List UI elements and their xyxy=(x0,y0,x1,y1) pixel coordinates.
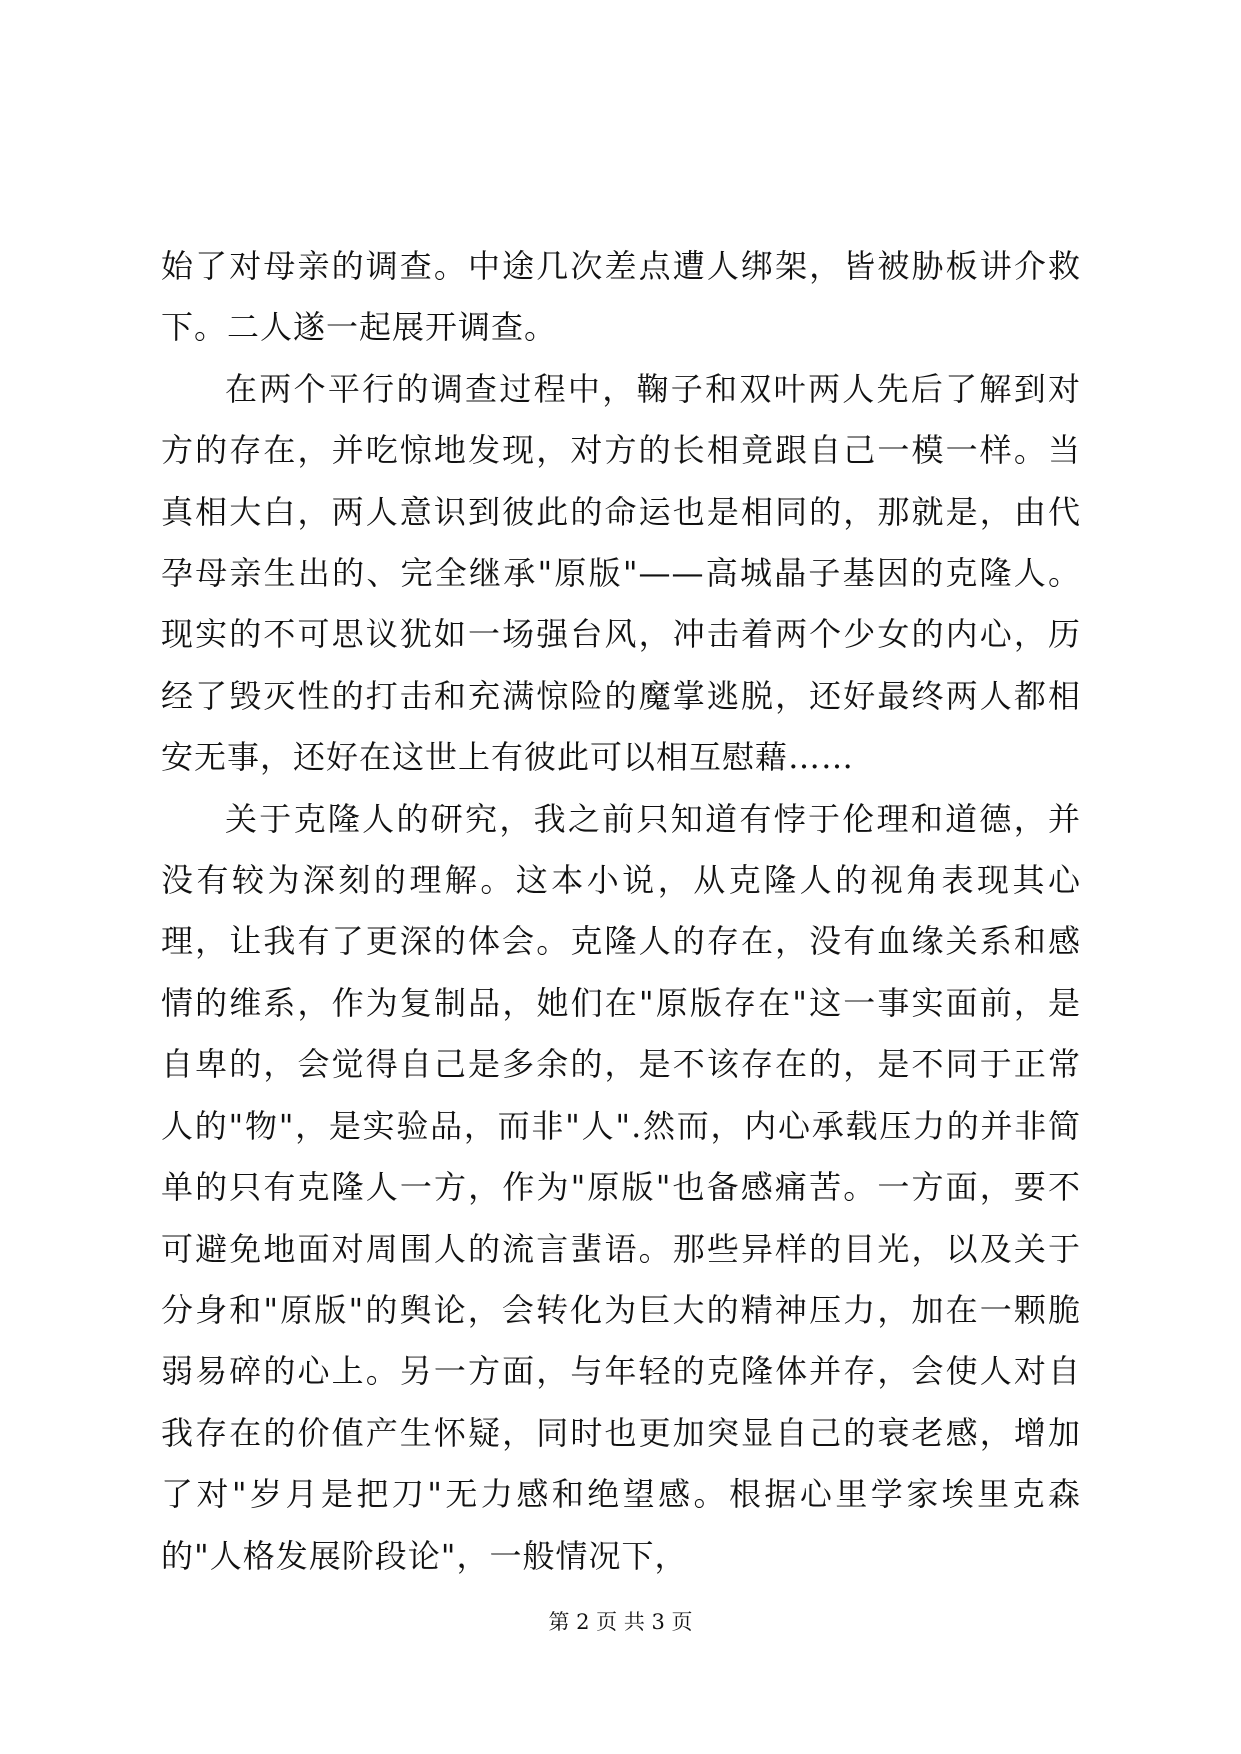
paragraph-investigation: 在两个平行的调查过程中，鞠子和双叶两人先后了解到对方的存在，并吃惊地发现，对方的长相竟跟自己一模一样。当真相大白，两人意识到彼此的命运也是相同的，那就是，由代孕母亲生出的、完全继承"原版"——高城晶子基因的克隆人。现实的不可思议犹如一场强台风，冲击着两个少女的内心，历经了毁灭性的打击和充满惊险的魔掌逃脱，还好最终两人都相安无事，还好在这世上有彼此可以相互慰藉…… xyxy=(161,369,1081,777)
body-text xyxy=(161,236,1081,1587)
paragraph-clone-reflection: 关于克隆人的研究，我之前只知道有悖于伦理和道德，并没有较为深刻的理解。这本小说，从克隆人的视角表现其心理，让我有了更深的体会。克隆人的存在，没有血缘关系和感情的维系，作为复制品，她们在"原版存在"这一事实面前，是自卑的，会觉得自己是多余的，是不该存在的，是不同于正常人的"物"，是实验品，而非"人".然而，内心承载压力的并非简单的只有克隆人一方，作为"原版"也备感痛苦。一方面，要不可避免地面对周围人的流言蜚语。那些异样的目光，以及关于分身和"原版"的舆论，会转化为巨大的精神压力，加在一颗脆弱易碎的心上。另一方面，与年轻的克隆体并存，会使人对自我存在的价值产生怀疑，同时也更加突显自己的衰老感，增加了对"岁月是把刀"无力感和绝望感。根据心里学家埃里克森的"人格发展阶段论"，一般情况下， xyxy=(161,799,1081,1575)
paragraph-continuation: 始了对母亲的调查。中途几次差点遭人绑架，皆被胁板讲介救下。二人遂一起展开调查。 xyxy=(161,247,1081,347)
page-footer: 第 2 页 共 3 页 xyxy=(548,1610,693,1634)
